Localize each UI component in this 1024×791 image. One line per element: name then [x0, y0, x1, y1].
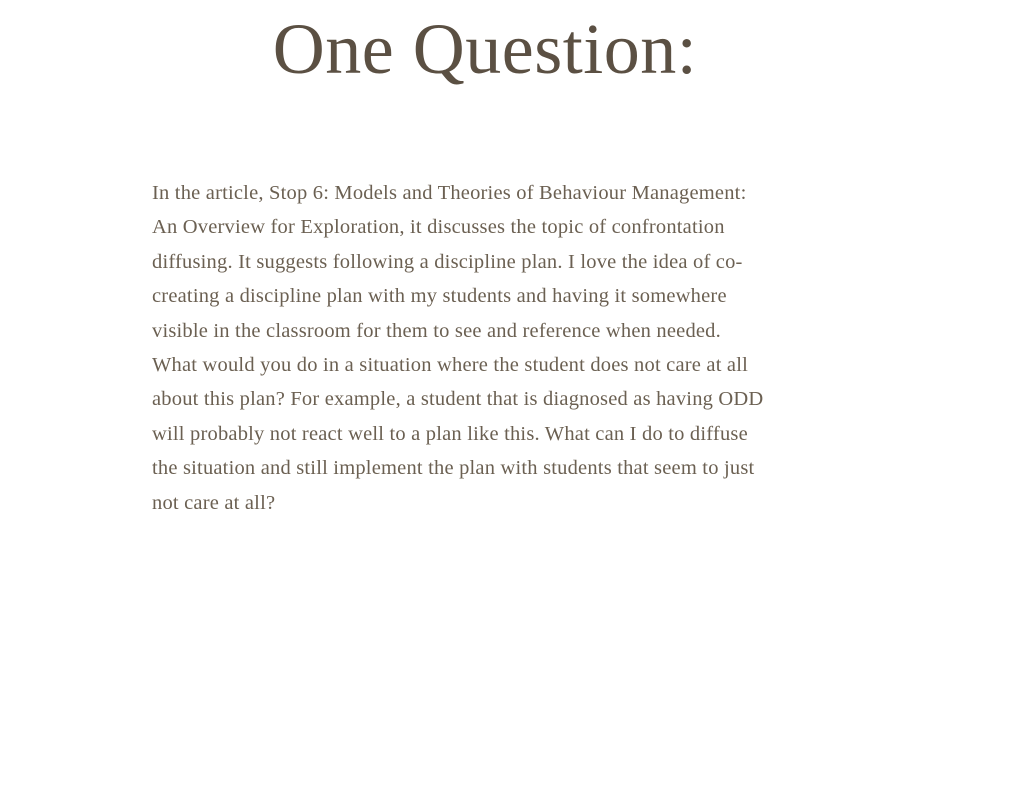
paragraph-line: about this plan? For example, a student that is diagnosed as having ODD [152, 388, 764, 411]
paragraph-line: visible in the classroom for them to see and reference when needed. [152, 319, 721, 342]
paragraph-line: the situation and still implement the plan with students that seem to just [152, 457, 755, 480]
paragraph-line: not care at all? [152, 491, 276, 514]
paragraph-line: In the article, Stop 6: Models and Theories of Behaviour Management: [152, 182, 747, 204]
paragraph-line: What would you do in a situation where the student does not care at all [152, 354, 749, 377]
paragraph-line: An Overview for Exploration, it discusses the topic of confrontation [152, 216, 725, 239]
question-paragraph [152, 176, 812, 520]
slide-title: One Question: [272, 9, 698, 89]
paragraph-line: will probably not react well to a plan like this. What can I do to diffuse [152, 422, 748, 445]
paragraph-line: diffusing. It suggests following a discipline plan. I love the idea of co- [152, 250, 743, 273]
paragraph-line: creating a discipline plan with my students and having it somewhere [152, 285, 727, 308]
